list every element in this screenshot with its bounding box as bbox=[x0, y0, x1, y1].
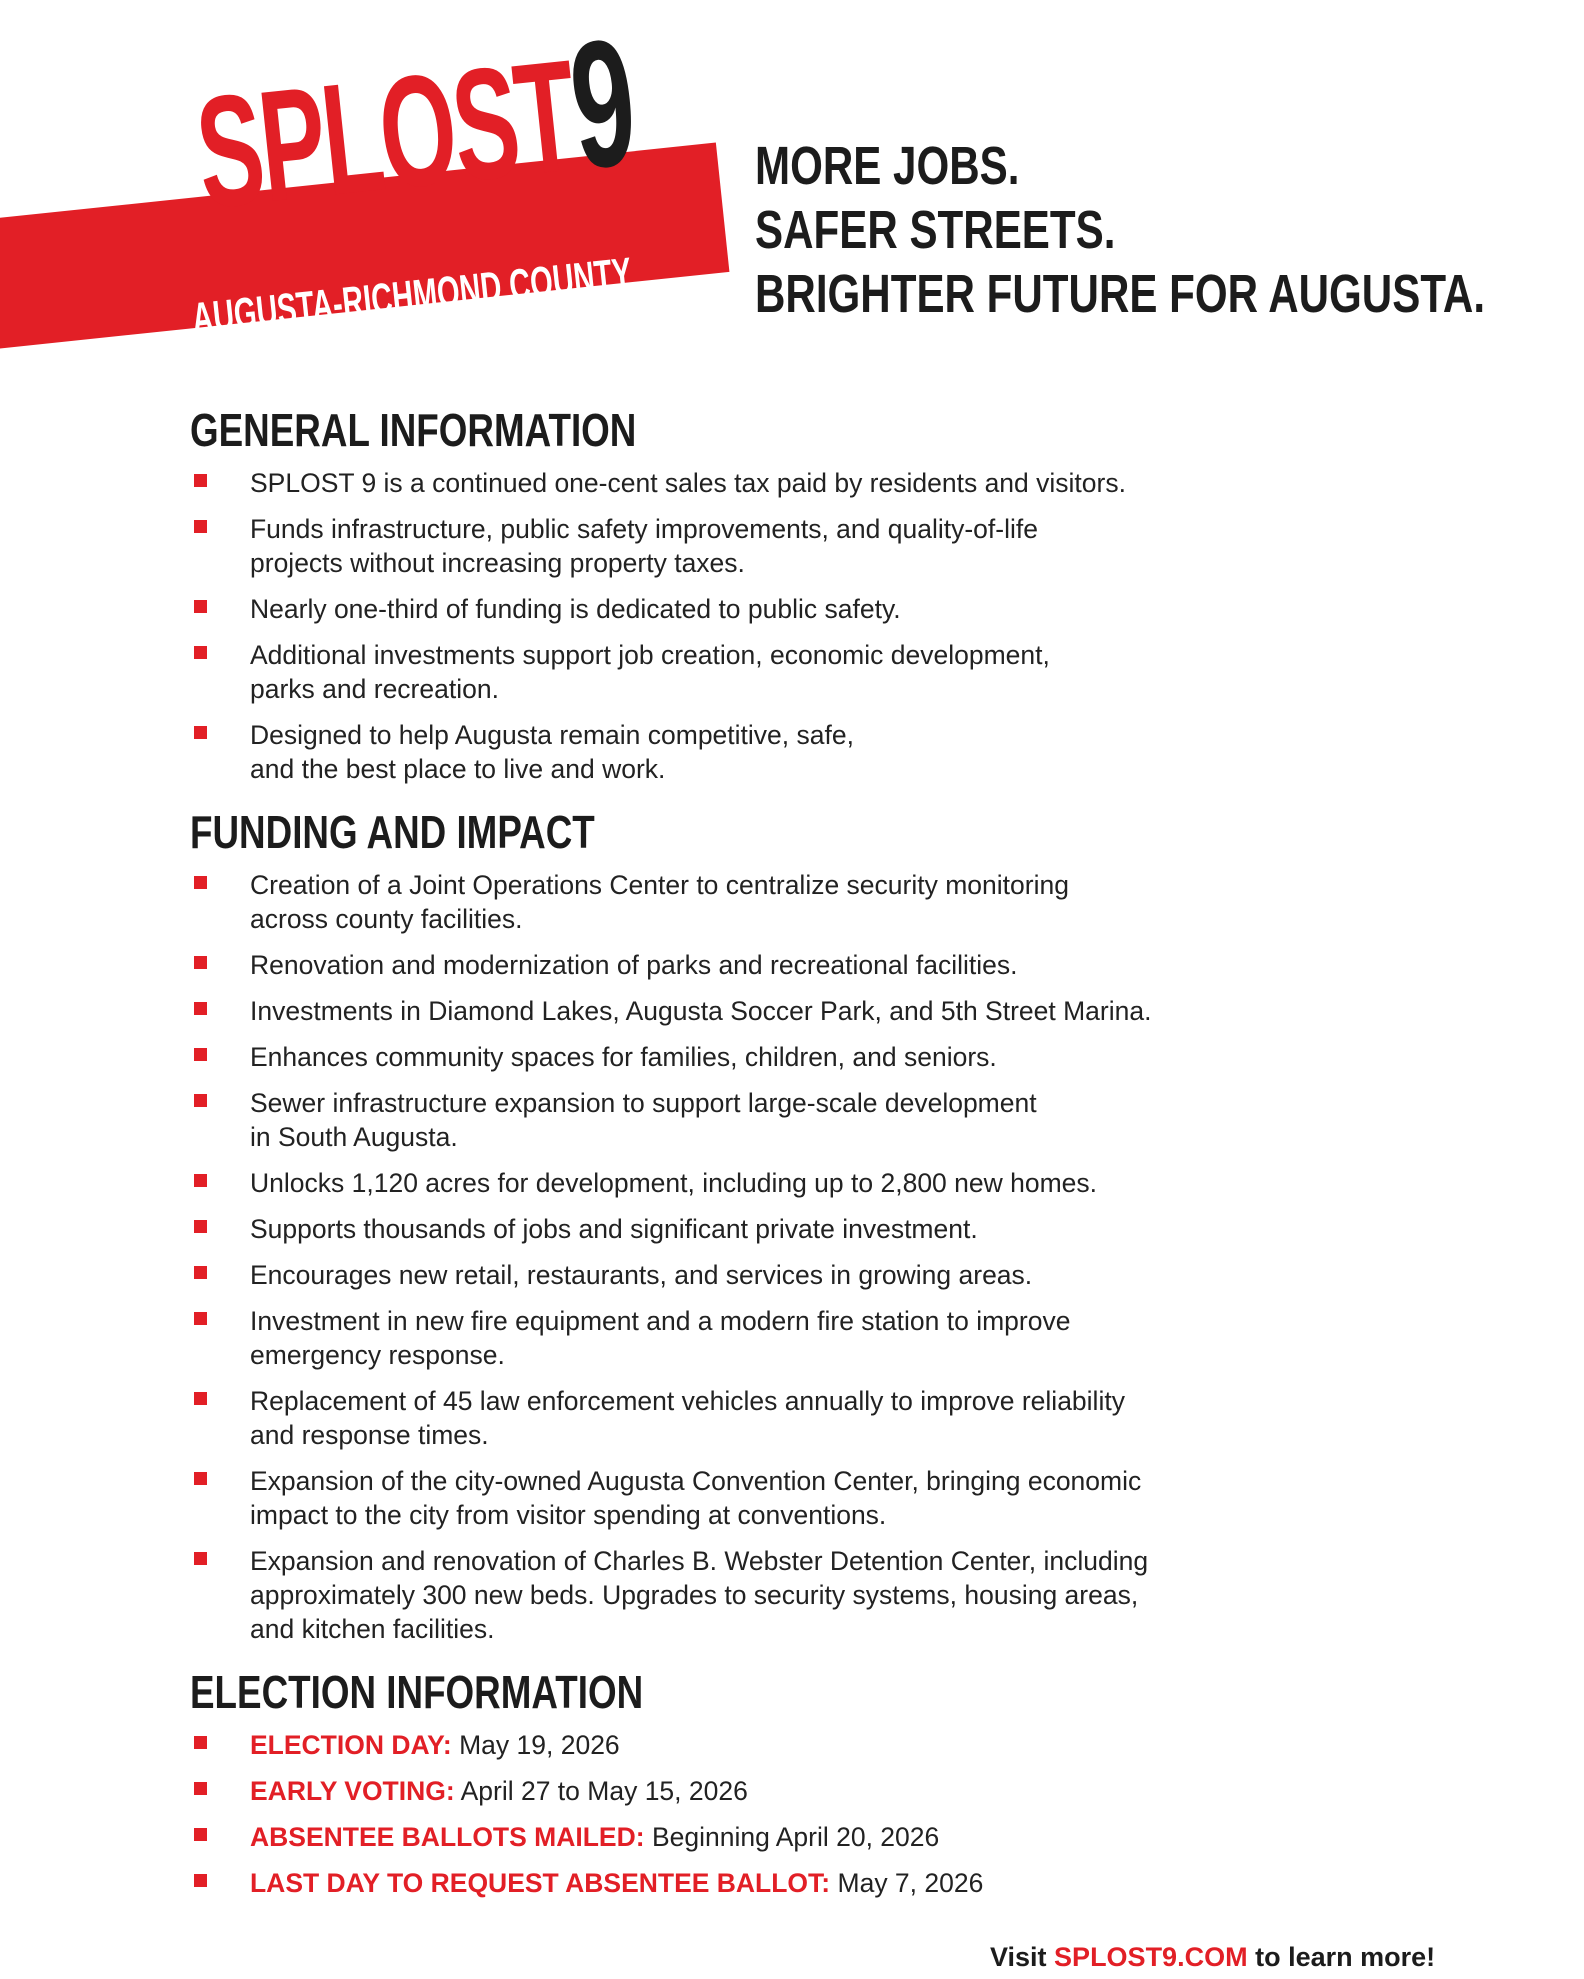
bullet-square-icon bbox=[194, 1472, 207, 1485]
list-item bbox=[190, 948, 1390, 982]
bullet-square-icon bbox=[194, 600, 207, 613]
list-item bbox=[190, 1212, 1390, 1246]
list-item bbox=[190, 1304, 1390, 1372]
general-information-section bbox=[190, 402, 1390, 798]
election-label: ABSENTEE BALLOTS MAILED: bbox=[250, 1822, 645, 1852]
slogan-line-1: MORE JOBS. bbox=[755, 136, 1020, 196]
list-item bbox=[190, 994, 1390, 1028]
list-item-text: Unlocks 1,120 acres for development, including up to 2,800 new homes. bbox=[250, 1168, 1098, 1198]
election-item-election-day bbox=[190, 1728, 1390, 1762]
list-item-text: Supports thousands of jobs and significant private investment. bbox=[250, 1214, 978, 1244]
election-value: May 19, 2026 bbox=[459, 1730, 620, 1760]
list-item bbox=[190, 1544, 1390, 1646]
list-item bbox=[190, 512, 1390, 580]
logo-county-name: AUGUSTA-RICHMOND COUNTY bbox=[189, 248, 634, 344]
bullet-square-icon bbox=[194, 1782, 207, 1795]
list-item-text: Replacement of 45 law enforcement vehicles annually to improve reliability and response times. bbox=[250, 1386, 1125, 1450]
election-label: EARLY VOTING: bbox=[250, 1776, 455, 1806]
bullet-square-icon bbox=[194, 726, 207, 739]
logo-word: SPLOST bbox=[188, 27, 583, 242]
list-item bbox=[190, 1464, 1390, 1532]
list-item bbox=[190, 1384, 1390, 1452]
list-item bbox=[190, 1258, 1390, 1292]
list-item-text: Encourages new retail, restaurants, and services in growing areas. bbox=[250, 1260, 1033, 1290]
list-item-text: Designed to help Augusta remain competitive, safe, and the best place to live and work. bbox=[250, 720, 854, 784]
footer-suffix: to learn more! bbox=[1255, 1942, 1436, 1972]
slogan-line-2: SAFER STREETS. bbox=[755, 200, 1116, 260]
list-item-text: Expansion and renovation of Charles B. Webster Detention Center, including approximately 300 new beds. Upgrades to security systems, housing areas, and kitchen facilities. bbox=[250, 1546, 1149, 1644]
bullet-square-icon bbox=[194, 520, 207, 533]
bullet-square-icon bbox=[194, 1094, 207, 1107]
election-information-section bbox=[190, 1664, 1390, 1912]
list-item-text: Investment in new fire equipment and a modern fire station to improve emergency response. bbox=[250, 1306, 1071, 1370]
election-value: Beginning April 20, 2026 bbox=[651, 1822, 940, 1852]
bullet-square-icon bbox=[194, 1828, 207, 1841]
election-item-absentee-mailed bbox=[190, 1820, 1390, 1854]
list-item bbox=[190, 592, 1390, 626]
election-label: LAST DAY TO REQUEST ABSENTEE BALLOT: bbox=[250, 1868, 831, 1898]
funding-impact-list bbox=[190, 868, 1390, 1646]
list-item-text: Funds infrastructure, public safety improvements, and quality-of-life projects without increasing property taxes. bbox=[250, 514, 1038, 578]
list-item-text: Additional investments support job creation, economic development, parks and recreation. bbox=[250, 640, 1050, 704]
list-item bbox=[190, 868, 1390, 936]
slogan bbox=[755, 134, 1584, 326]
website-link[interactable]: SPLOST9.COM bbox=[1054, 1942, 1248, 1972]
list-item bbox=[190, 1040, 1390, 1074]
list-item bbox=[190, 718, 1390, 786]
bullet-square-icon bbox=[194, 646, 207, 659]
bullet-square-icon bbox=[194, 1312, 207, 1325]
election-information-heading: ELECTION INFORMATION bbox=[190, 1666, 644, 1718]
bullet-square-icon bbox=[194, 1736, 207, 1749]
election-value: April 27 to May 15, 2026 bbox=[460, 1776, 748, 1806]
list-item bbox=[190, 466, 1390, 500]
list-item-text: Nearly one-third of funding is dedicated to public safety. bbox=[250, 594, 901, 624]
bullet-square-icon bbox=[194, 1002, 207, 1015]
funding-impact-section bbox=[190, 804, 1390, 1658]
general-information-list bbox=[190, 466, 1390, 786]
bullet-square-icon bbox=[194, 1552, 207, 1565]
list-item bbox=[190, 638, 1390, 706]
bullet-square-icon bbox=[194, 1392, 207, 1405]
election-label: ELECTION DAY: bbox=[250, 1730, 452, 1760]
list-item bbox=[190, 1086, 1390, 1154]
bullet-square-icon bbox=[194, 1220, 207, 1233]
bullet-square-icon bbox=[194, 956, 207, 969]
funding-impact-heading: FUNDING AND IMPACT bbox=[190, 806, 595, 858]
list-item-text: Renovation and modernization of parks and recreational facilities. bbox=[250, 950, 1018, 980]
list-item-text: SPLOST 9 is a continued one-cent sales tax paid by residents and visitors. bbox=[250, 468, 1126, 498]
list-item-text: Creation of a Joint Operations Center to centralize security monitoring across county facilities. bbox=[250, 870, 1069, 934]
bullet-square-icon bbox=[194, 1174, 207, 1187]
footer-call-to-action bbox=[990, 1941, 1435, 1973]
bullet-square-icon bbox=[194, 1266, 207, 1279]
bullet-square-icon bbox=[194, 876, 207, 889]
footer-prefix: Visit bbox=[990, 1942, 1047, 1972]
election-value: May 7, 2026 bbox=[837, 1868, 984, 1898]
bullet-square-icon bbox=[194, 474, 207, 487]
election-information-list bbox=[190, 1728, 1390, 1900]
list-item bbox=[190, 1166, 1390, 1200]
election-item-absentee-request-deadline bbox=[190, 1866, 1390, 1900]
election-item-early-voting bbox=[190, 1774, 1390, 1808]
logo-number: 9 bbox=[561, 1, 643, 208]
list-item-text: Enhances community spaces for families, children, and seniors. bbox=[250, 1042, 997, 1072]
list-item-text: Investments in Diamond Lakes, Augusta Soccer Park, and 5th Street Marina. bbox=[250, 996, 1152, 1026]
bullet-square-icon bbox=[194, 1048, 207, 1061]
bullet-square-icon bbox=[194, 1874, 207, 1887]
slogan-line-3: BRIGHTER FUTURE FOR AUGUSTA. bbox=[755, 264, 1486, 324]
general-information-heading: GENERAL INFORMATION bbox=[190, 404, 637, 456]
list-item-text: Sewer infrastructure expansion to support large-scale development in South Augusta. bbox=[250, 1088, 1037, 1152]
list-item-text: Expansion of the city-owned Augusta Convention Center, bringing economic impact to the city from visitor spending at conventions. bbox=[250, 1466, 1142, 1530]
logo-wordmark bbox=[188, 1, 643, 242]
